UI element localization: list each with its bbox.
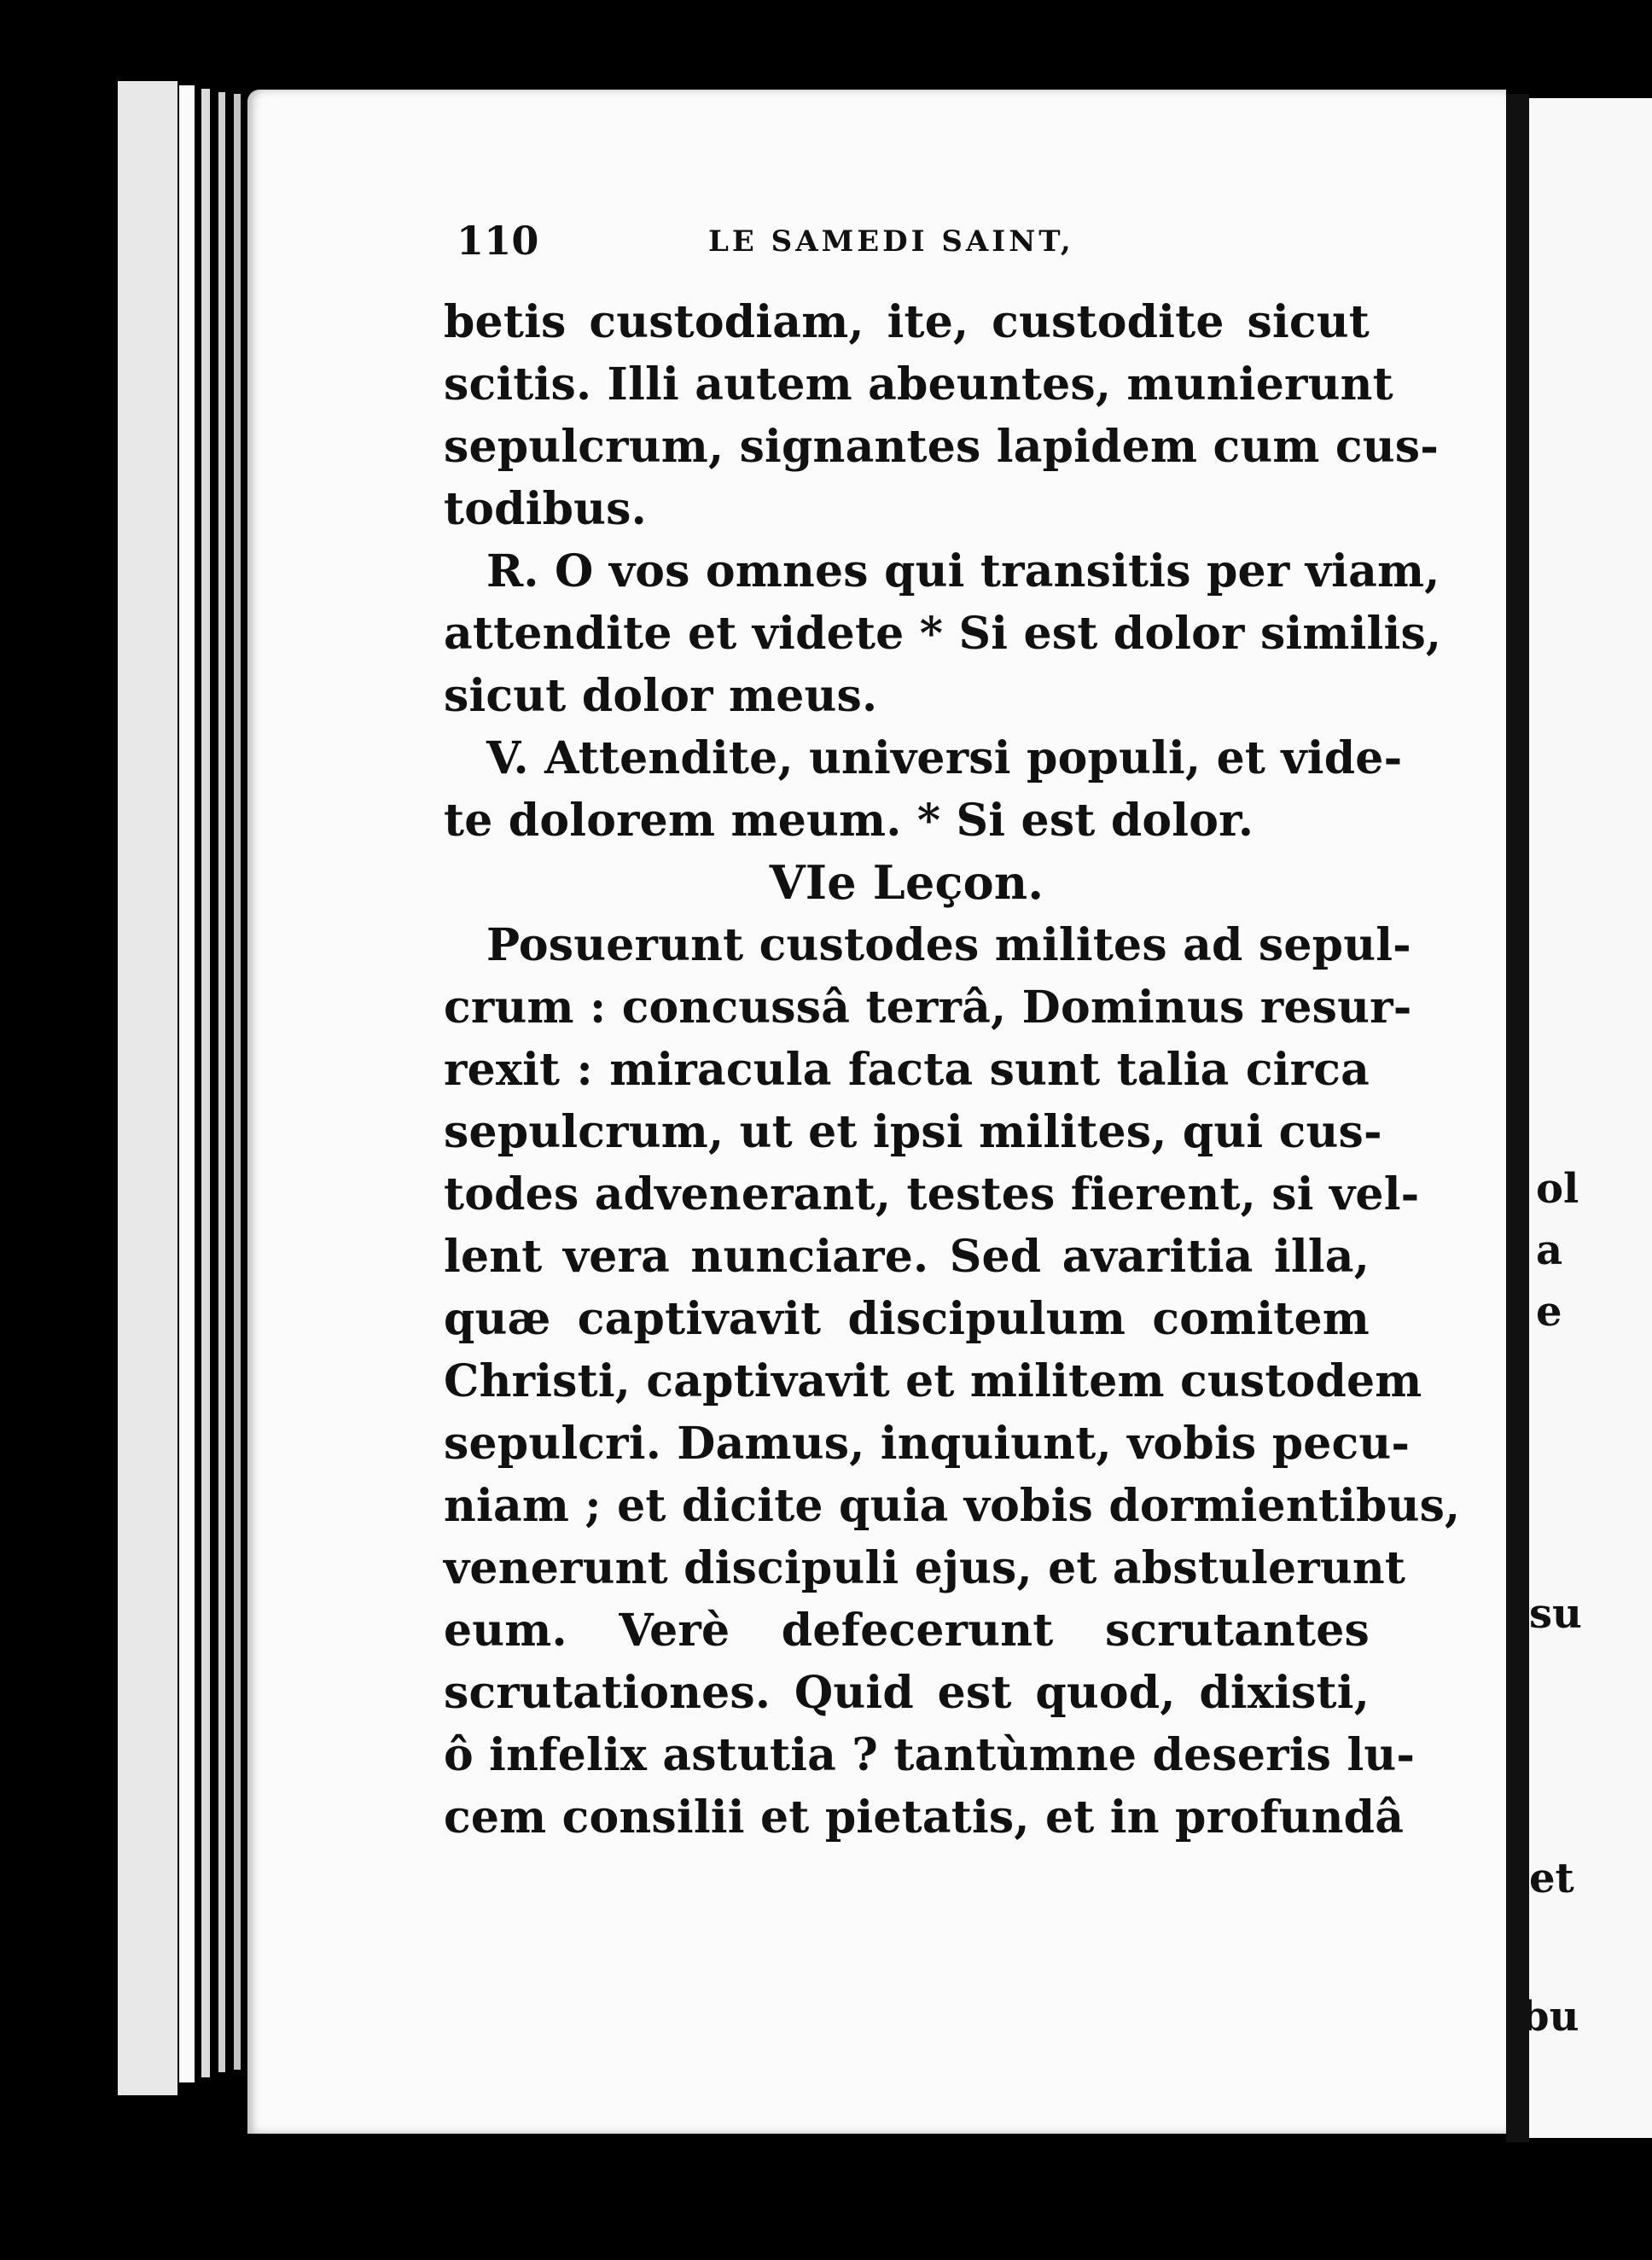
- text-line: sepulcrum, ut et ipsi milites, qui cus-: [444, 1106, 1382, 1158]
- facing-page-fragment: su: [1529, 1590, 1582, 1638]
- text-line: ô infelix astutia ? tantùmne deseris lu-: [444, 1729, 1416, 1781]
- facing-page-fragment: bu: [1521, 1993, 1579, 2041]
- facing-page-fragment: ol: [1536, 1165, 1579, 1213]
- text-line: crum : concussâ terrâ, Dominus resur-: [444, 981, 1412, 1034]
- running-head: LE SAMEDI SAINT,: [708, 224, 1074, 259]
- text-line: todibus.: [444, 483, 647, 535]
- page-edge: [218, 92, 225, 2072]
- page-edge: [201, 89, 210, 2077]
- text-line: attendite et videte * Si est dolor similis,: [444, 608, 1442, 660]
- text-line: lent vera nunciare. Sed avaritia illa,: [444, 1231, 1370, 1283]
- text-line: scitis. Illi autem abeuntes, munierunt: [444, 358, 1393, 411]
- facing-page-fragment: a: [1536, 1226, 1563, 1274]
- page-edge: [179, 85, 195, 2082]
- text-line: sicut dolor meus.: [444, 670, 878, 722]
- text-line: betis custodiam, ite, custodite sicut: [444, 296, 1370, 348]
- book-page: [247, 90, 1506, 2134]
- page-body: [444, 291, 1461, 1849]
- lesson-heading: VIe Leçon.: [769, 855, 1044, 910]
- text-line: eum. Verè defecerunt scrutantes: [444, 1605, 1370, 1657]
- versicle-line: V. Attendite, universi populi, et vide-: [486, 732, 1403, 784]
- lesson-first-line: Posuerunt custodes milites ad sepul-: [486, 919, 1411, 971]
- page-header: [457, 218, 1344, 277]
- text-line: cem consilii et pietatis, et in profundâ: [444, 1791, 1405, 1844]
- book-gutter: [1506, 94, 1529, 2142]
- text-line: niam ; et dicite quia vobis dormientibus,: [444, 1480, 1461, 1532]
- text-line: venerunt discipuli ejus, et abstulerunt: [444, 1542, 1406, 1594]
- text-line: sepulcri. Damus, inquiunt, vobis pecu-: [444, 1418, 1411, 1470]
- facing-page-fragment: e: [1536, 1288, 1562, 1336]
- text-line: Christi, captivavit et militem custodem: [444, 1355, 1422, 1407]
- page-edge: [118, 81, 177, 2095]
- page-edge: [234, 94, 241, 2070]
- page-number: 110: [457, 218, 539, 264]
- responsory-line: R. O vos omnes qui transitis per viam,: [486, 545, 1440, 597]
- text-line: todes advenerant, testes fierent, si vel-: [444, 1168, 1420, 1220]
- facing-page-fragment: et: [1529, 1855, 1574, 1902]
- text-line: sepulcrum, signantes lapidem cum cus-: [444, 421, 1439, 473]
- text-line: scrutationes. Quid est quod, dixisti,: [444, 1667, 1370, 1719]
- text-line: quæ captivavit discipulum comitem: [444, 1293, 1370, 1345]
- text-line: te dolorem meum. * Si est dolor.: [444, 795, 1254, 847]
- facing-page: [1521, 98, 1652, 2138]
- text-line: rexit : miracula facta sunt talia circa: [444, 1044, 1370, 1096]
